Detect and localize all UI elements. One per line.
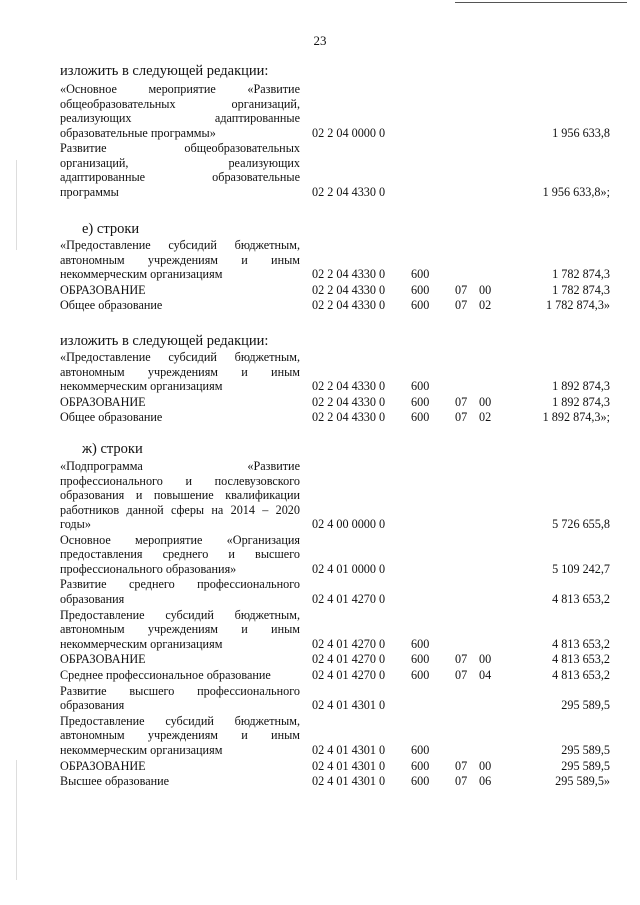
target-article-code: 02 4 00 0000 0 <box>312 517 386 531</box>
row-name-line: некоммерческим организациям <box>60 636 223 651</box>
row-name-line: предоставления среднего и высшего <box>60 547 300 562</box>
row-name-line: образования <box>60 698 125 713</box>
section-code: 07 <box>455 758 468 773</box>
target-article-code: 02 2 04 4330 0 <box>312 394 386 409</box>
row-name-line: ОБРАЗОВАНИЕ <box>60 282 146 297</box>
amount-value: 295 589,5 <box>561 698 610 713</box>
page-number: 23 <box>313 33 327 48</box>
row-name-line: Основное мероприятие «Организация <box>60 532 300 547</box>
table-row <box>0 82 640 140</box>
section-heading: изложить в следующей редакции: <box>60 333 269 349</box>
amount-value: 5 726 655,8 <box>552 517 610 531</box>
row-name-line: Развитие высшего профессионального <box>60 683 300 698</box>
amount-value: 295 589,5 <box>561 742 610 757</box>
amount-value: 4 813 653,2 <box>552 668 610 682</box>
subsection-code: 04 <box>479 668 492 682</box>
row-name-line: Общее образование <box>60 298 163 313</box>
amount-value: 295 589,5 <box>561 758 610 773</box>
row-name-line: годы» <box>60 517 91 531</box>
expense-type-code: 600 <box>411 758 430 773</box>
table-row <box>0 283 640 298</box>
row-name-line: общеобразовательных организаций, <box>60 96 300 111</box>
row-name-line: реализующих адаптированные <box>60 111 300 125</box>
row-name-line: Предоставление субсидий бюджетным, <box>60 713 300 728</box>
subsection-code: 00 <box>479 652 492 667</box>
expense-type-code: 600 <box>411 282 430 297</box>
row-name-line: Развитие общеобразовательных <box>60 141 300 156</box>
row-name-line: автономным учреждениям и иным <box>60 364 300 379</box>
row-name-line: Развитие среднего профессионального <box>60 577 300 592</box>
subsection-code: 06 <box>479 774 492 789</box>
row-name-line: «Предоставление субсидий бюджетным, <box>60 350 300 364</box>
subsection-code: 00 <box>479 394 492 409</box>
row-name-line: образования <box>60 591 125 606</box>
section-code: 07 <box>455 394 468 409</box>
target-article-code: 02 4 01 4270 0 <box>312 652 386 667</box>
table-row <box>0 533 640 577</box>
amount-value: 1 892 874,3»; <box>542 410 610 425</box>
section-heading: ж) строки <box>82 441 143 457</box>
expense-type-code: 600 <box>411 267 430 281</box>
target-article-code: 02 4 01 4301 0 <box>312 698 386 713</box>
table-row <box>0 350 640 394</box>
expense-type-code: 600 <box>411 636 430 651</box>
target-article-code: 02 4 01 4301 0 <box>312 742 386 757</box>
expense-type-code: 600 <box>411 774 430 789</box>
table-row <box>0 238 640 282</box>
row-name-line: «Основное мероприятие «Развитие <box>60 82 300 96</box>
target-article-code: 02 4 01 4301 0 <box>312 758 386 773</box>
table-row <box>0 714 640 758</box>
row-name-line: некоммерческим организациям <box>60 742 223 757</box>
row-name-line: Среднее профессиональное образование <box>60 668 271 682</box>
target-article-code: 02 2 04 4330 0 <box>312 267 386 281</box>
target-article-code: 02 2 04 0000 0 <box>312 125 386 140</box>
section-code: 07 <box>455 668 468 682</box>
table-row <box>0 774 640 789</box>
expense-type-code: 600 <box>411 298 430 313</box>
row-name-line: организаций, реализующих <box>60 155 300 170</box>
amount-value: 4 813 653,2 <box>552 591 610 606</box>
amount-value: 295 589,5» <box>555 774 610 789</box>
row-name-line: адаптированные образовательные <box>60 170 300 185</box>
target-article-code: 02 2 04 4330 0 <box>312 282 386 297</box>
row-name-line: работников данной сферы на 2014 – 2020 <box>60 502 300 517</box>
row-name-line: ОБРАЗОВАНИЕ <box>60 652 146 667</box>
top-rule <box>455 2 627 3</box>
row-name-line: Общее образование <box>60 410 163 425</box>
target-article-code: 02 4 01 4270 0 <box>312 591 386 606</box>
row-name-line: ОБРАЗОВАНИЕ <box>60 758 146 773</box>
expense-type-code: 600 <box>411 652 430 667</box>
target-article-code: 02 4 01 4301 0 <box>312 774 386 789</box>
amount-value: 1 956 633,8»; <box>542 184 610 199</box>
table-row <box>0 298 640 313</box>
amount-value: 1 782 874,3 <box>552 282 610 297</box>
row-name-line: образования и повышение квалификации <box>60 488 300 502</box>
table-row <box>0 577 640 606</box>
amount-value: 1 956 633,8 <box>552 125 610 140</box>
row-name-line: профессионального образования» <box>60 561 237 576</box>
target-article-code: 02 2 04 4330 0 <box>312 410 386 425</box>
amount-value: 4 813 653,2 <box>552 652 610 667</box>
subsection-code: 00 <box>479 282 492 297</box>
amount-value: 4 813 653,2 <box>552 636 610 651</box>
amount-value: 1 782 874,3 <box>552 267 610 281</box>
row-name-line: «Предоставление субсидий бюджетным, <box>60 238 300 252</box>
row-name-line: «Подпрограмма «Развитие <box>60 459 300 473</box>
amount-value: 1 892 874,3 <box>552 379 610 393</box>
target-article-code: 02 4 01 4270 0 <box>312 668 386 682</box>
row-name-line: некоммерческим организациям <box>60 267 223 281</box>
row-name-line: профессионального и послевузовского <box>60 473 300 488</box>
section-code: 07 <box>455 298 468 313</box>
table-row <box>0 759 640 774</box>
subsection-code: 02 <box>479 298 492 313</box>
table-row <box>0 608 640 652</box>
amount-value: 5 109 242,7 <box>552 561 610 576</box>
row-name-line: ОБРАЗОВАНИЕ <box>60 394 146 409</box>
section-heading: изложить в следующей редакции: <box>60 63 269 79</box>
expense-type-code: 600 <box>411 379 430 393</box>
target-article-code: 02 2 04 4330 0 <box>312 379 386 393</box>
row-name-line: автономным учреждениям и иным <box>60 622 300 637</box>
target-article-code: 02 2 04 4330 0 <box>312 298 386 313</box>
row-name-line: автономным учреждениям и иным <box>60 728 300 743</box>
section-code: 07 <box>455 652 468 667</box>
subsection-code: 00 <box>479 758 492 773</box>
table-row <box>0 395 640 410</box>
row-name-line: некоммерческим организациям <box>60 379 223 393</box>
amount-value: 1 892 874,3 <box>552 394 610 409</box>
section-code: 07 <box>455 410 468 425</box>
table-row <box>0 410 640 425</box>
table-row <box>0 652 640 667</box>
table-row <box>0 459 640 532</box>
section-code: 07 <box>455 774 468 789</box>
row-name-line: образовательные программы» <box>60 125 216 140</box>
expense-type-code: 600 <box>411 410 430 425</box>
row-name-line: автономным учреждениям и иным <box>60 252 300 267</box>
row-name-line: программы <box>60 184 119 199</box>
amount-value: 1 782 874,3» <box>546 298 610 313</box>
table-row <box>0 141 640 199</box>
expense-type-code: 600 <box>411 668 430 682</box>
target-article-code: 02 2 04 4330 0 <box>312 184 386 199</box>
target-article-code: 02 4 01 4270 0 <box>312 636 386 651</box>
table-row <box>0 684 640 713</box>
target-article-code: 02 4 01 0000 0 <box>312 561 386 576</box>
row-name-line: Высшее образование <box>60 774 170 789</box>
section-heading: е) строки <box>82 221 140 237</box>
expense-type-code: 600 <box>411 742 430 757</box>
section-code: 07 <box>455 282 468 297</box>
expense-type-code: 600 <box>411 394 430 409</box>
table-row <box>0 668 640 683</box>
row-name-line: Предоставление субсидий бюджетным, <box>60 607 300 622</box>
subsection-code: 02 <box>479 410 492 425</box>
